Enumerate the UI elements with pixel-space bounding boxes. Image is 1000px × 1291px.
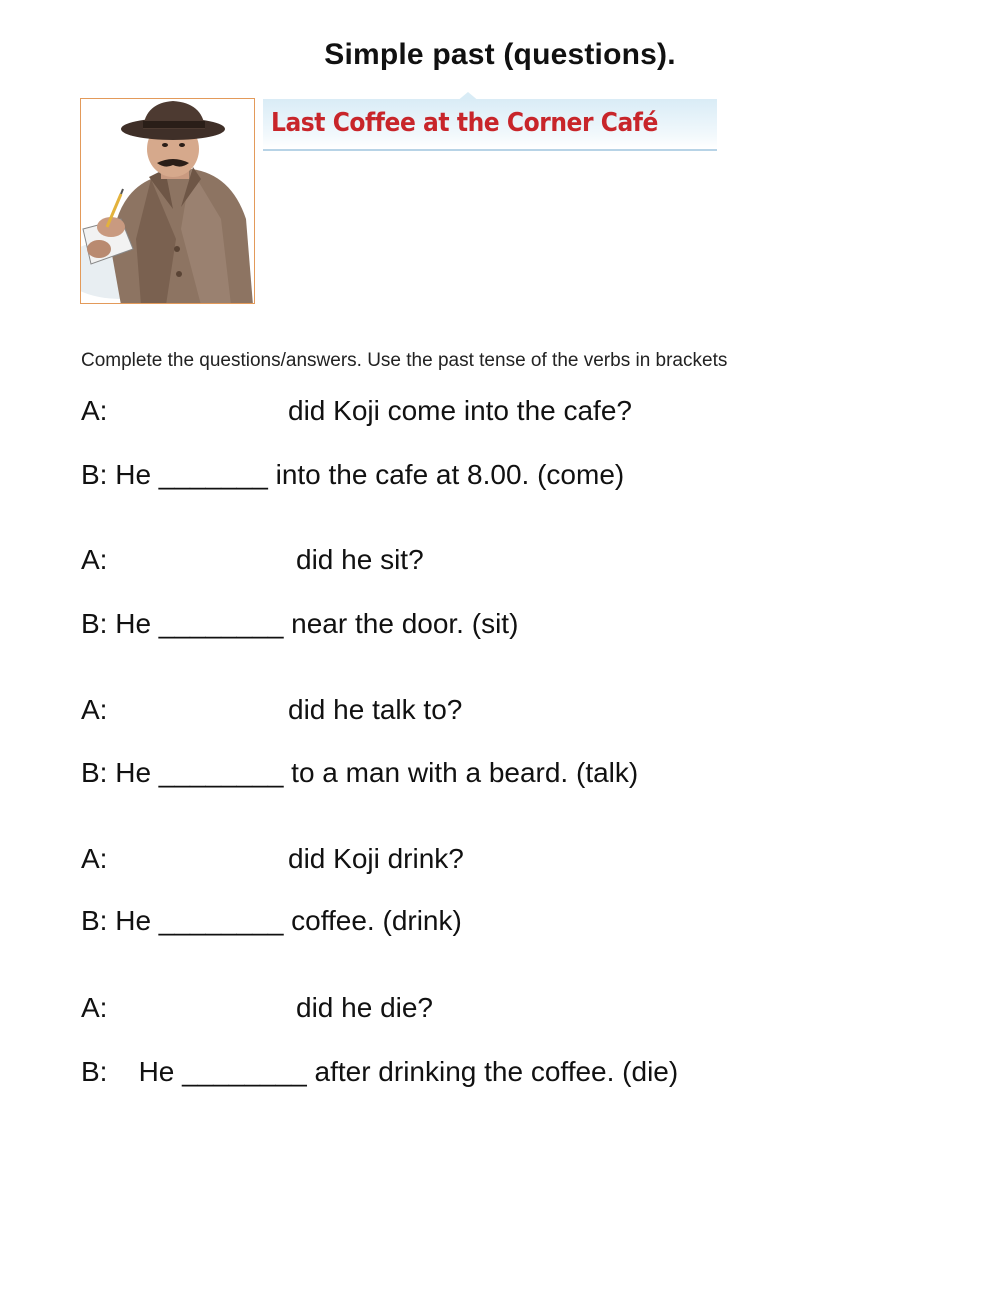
speaker-a-label: A: <box>81 694 108 725</box>
page-title: Simple past (questions). <box>324 38 676 71</box>
answer-line-3: B: He ________ to a man with a beard. (talk) <box>81 757 639 788</box>
instructions-text: Complete the questions/answers. Use the past tense of the verbs in brackets <box>81 350 728 371</box>
banner-title: Last Coffee at the Corner Café <box>271 108 658 138</box>
question-line-4 <box>81 842 464 876</box>
question-text: did Koji come into the cafe? <box>288 395 632 426</box>
question-line-2 <box>81 543 424 577</box>
answer-line-2: B: He ________ near the door. (sit) <box>81 608 519 639</box>
question-line-1 <box>81 394 632 428</box>
detective-illustration <box>80 98 255 304</box>
detective-icon <box>81 99 255 304</box>
speaker-a-label: A: <box>81 843 108 874</box>
speaker-a-label: A: <box>81 544 108 575</box>
question-text: did he sit? <box>296 544 424 575</box>
question-text: did he talk to? <box>288 694 463 725</box>
story-banner <box>263 99 717 151</box>
answer-line-4: B: He ________ coffee. (drink) <box>81 905 462 936</box>
answer-line-1: B: He _______ into the cafe at 8.00. (come) <box>81 459 625 490</box>
question-line-3 <box>81 693 463 727</box>
speaker-a-label: A: <box>81 395 108 426</box>
question-text: did Koji drink? <box>288 843 464 874</box>
answer-line-5: B: He ________ after drinking the coffee. (die) <box>81 1056 679 1087</box>
question-text: did he die? <box>296 992 434 1023</box>
question-line-5 <box>81 991 434 1025</box>
speaker-a-label: A: <box>81 992 108 1023</box>
